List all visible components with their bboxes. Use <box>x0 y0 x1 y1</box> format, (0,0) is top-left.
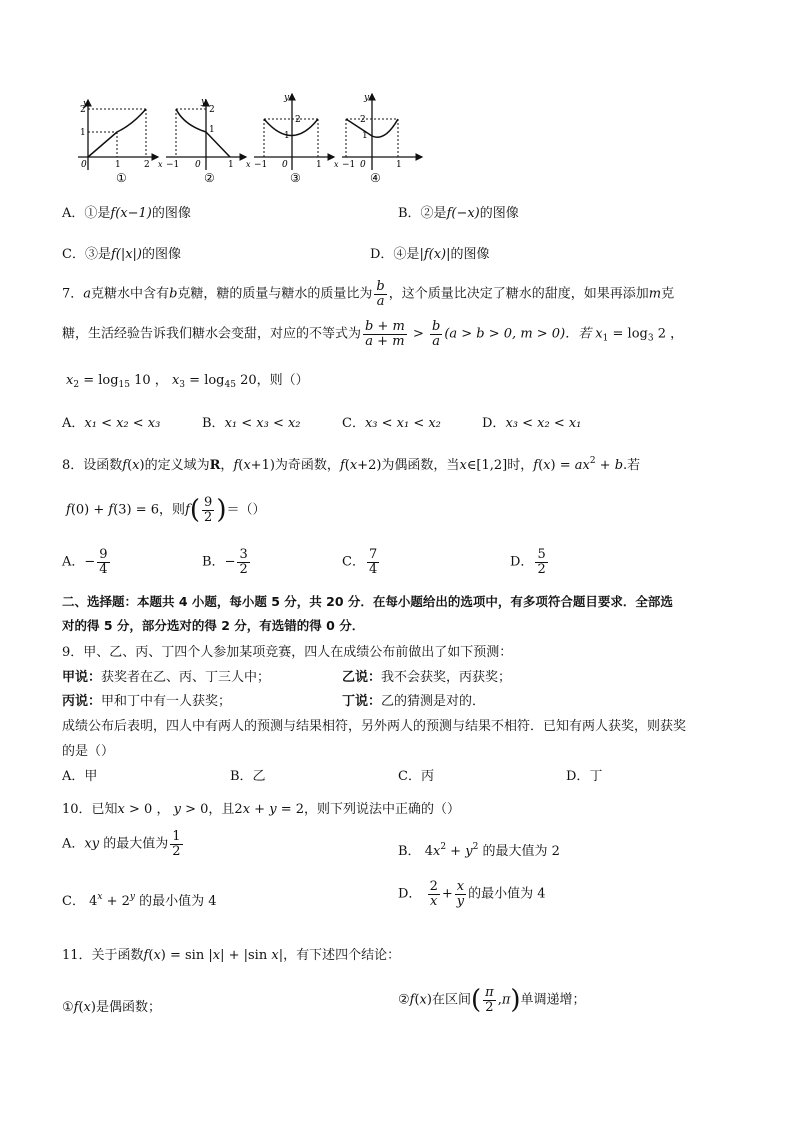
q10-option-d[interactable]: D． $\frac{2}{x}$ + $\frac{x}{y}$ 的最小值为 4 <box>398 879 546 909</box>
q9-yi: 乙说：我不会获奖，丙获奖； <box>342 670 512 685</box>
q6-option-d[interactable]: D．④是|f(x)|的图像 <box>370 247 490 262</box>
graph2-tick-2y: 2 <box>209 105 215 115</box>
graph2-tick-1: 1 <box>228 160 234 170</box>
q8-line2: f(0) + f(3) = 6，则f( $\frac{9}{2}$ )＝（） <box>66 495 266 526</box>
graph3-tick-2y: 2 <box>295 115 301 125</box>
graph3-tick-0: 0 <box>282 160 288 170</box>
function-graphs <box>70 92 440 187</box>
q8-option-c[interactable]: C． $\frac{7}{4}$ <box>342 547 378 577</box>
q7-option-a[interactable]: A．x₁ < x₂ < x₃ <box>62 416 161 431</box>
section2-heading-line1: 二、选择题：本题共 4 小题，每小题 5 分，共 20 分．在每小题给出的选项中，有多项符合题目要求．全部选 <box>62 594 673 609</box>
section2-heading-line2: 对的得 5 分，部分选对的得 2 分，有选错的得 0 分． <box>62 618 365 633</box>
graph1-tick-0: 0 <box>81 160 87 170</box>
graph-3 <box>246 93 334 185</box>
graph1-tick-2y: 2 <box>80 105 86 115</box>
graph3-tick-1y: 1 <box>284 131 290 141</box>
graph2-x-label: x <box>158 160 163 169</box>
graph2-tick-1y: 1 <box>209 125 215 135</box>
q10-option-c[interactable]: C． $4^x + 2^y$ 的最小值为 4 <box>62 892 217 909</box>
graph3-x-label: x <box>246 160 251 169</box>
graph4-tick-1y: 1 <box>362 131 368 141</box>
graph-1 <box>78 99 158 185</box>
q10-option-b[interactable]: B． $4x^2 + y^2$ 的最大值为 2 <box>398 842 560 859</box>
q7-line1: 7．a克糖水中含有b克糖，糖的质量与糖水的质量比为 $\frac{b}{a}$ ，这个质量比决定了糖水的甜度，如果再添加m克 <box>62 279 675 309</box>
graph1-tick-1y: 1 <box>80 128 86 138</box>
graph3-caption: ③ <box>290 171 301 185</box>
q9-option-a[interactable]: A．甲 <box>62 769 98 784</box>
q9-result-line2: 的是（） <box>62 744 115 759</box>
graph3-tick-1: 1 <box>316 160 322 170</box>
graph1-caption: ① <box>116 171 127 185</box>
q11-conclusion-1: ①f(x)是偶函数； <box>62 1000 161 1015</box>
q8-option-d[interactable]: D． $\frac{5}{2}$ <box>510 547 546 577</box>
graph4-x-label: x <box>334 160 339 169</box>
q8-option-b[interactable]: B．− $\frac{3}{2}$ <box>202 547 248 577</box>
graph4-tick-0: 0 <box>360 160 366 170</box>
q9-bing: 丙说：甲和丁中有一人获奖； <box>62 694 232 709</box>
graph1-y-label: y <box>83 99 89 109</box>
q8-option-a[interactable]: A．− $\frac{9}{4}$ <box>62 547 108 577</box>
graph1-tick-1x: 1 <box>115 160 121 170</box>
q7-line3: $x_2 = \log_{15} 10$ ， $x_3 = \log_{45} 20$，则（） <box>66 373 309 390</box>
q9-jia: 甲说：获奖者在乙、丙、丁三人中； <box>62 670 271 685</box>
q7-option-d[interactable]: D．x₃ < x₂ < x₁ <box>482 416 582 431</box>
q9-ding: 丁说：乙的猜测是对的． <box>342 694 486 709</box>
q7-line2: 糖，生活经验告诉我们糖水会变甜，对应的不等式为 $\frac{b + m}{a + m}$ > $\frac{b}{a}$ (a > b > 0, m > 0)．若 $x_1 = \log_3 2$ ， <box>62 319 684 349</box>
graph4-tick-2y: 2 <box>360 115 366 125</box>
graph2-caption: ② <box>204 171 215 185</box>
q9-result-line1: 成绩公布后表明，四人中有两人的预测与结果相符，另外两人的预测与结果不相符．已知有两人获奖，则获奖 <box>62 719 687 734</box>
q7-option-b[interactable]: B．x₁ < x₃ < x₂ <box>202 416 301 431</box>
q9-option-b[interactable]: B．乙 <box>230 769 266 784</box>
q7-option-c[interactable]: C．x₃ < x₁ < x₂ <box>342 416 441 431</box>
graph2-y-label: y <box>201 97 207 107</box>
graph4-y-label: y <box>364 93 370 103</box>
q6-option-b[interactable]: B．②是f(−x)的图像 <box>398 206 519 221</box>
q10-stem: 10．已知x > 0 ， y > 0，且2x + y = 2，则下列说法中正确的（） <box>62 802 461 817</box>
q9-stem: 9．甲、乙、丙、丁四个人参加某项竞赛，四人在成绩公布前做出了如下预测： <box>62 645 513 660</box>
q6-option-a[interactable]: A．①是f(x−1)的图像 <box>62 206 191 221</box>
graph-2 <box>158 97 246 185</box>
graph3-y-label: y <box>284 93 290 103</box>
graph1-tick-2x: 2 <box>144 160 150 170</box>
q6-option-c[interactable]: C．③是f(|x|)的图像 <box>62 247 182 262</box>
graph3-tick-m1: −1 <box>254 160 268 170</box>
graph2-tick-0: 0 <box>195 160 201 170</box>
q9-option-c[interactable]: C．丙 <box>398 769 434 784</box>
graph4-tick-m1: −1 <box>342 160 356 170</box>
q8-line1: 8．设函数f(x)的定义域为R，f(x+1)为奇函数，f(x+2)为偶函数，当x∈[1,2]时，$f(x) = ax^2 + b$.若 <box>62 456 641 473</box>
graph-4 <box>334 93 422 185</box>
graph2-tick-m1: −1 <box>166 160 180 170</box>
graph4-caption: ④ <box>370 171 381 185</box>
q11-conclusion-2: ②f(x)在区间( $\frac{\pi}{2}$ ,π)单调递增； <box>398 985 586 1016</box>
q10-option-a[interactable]: A．xy 的最大值为 $\frac{1}{2}$ <box>62 829 181 859</box>
q11-stem: 11．关于函数f(x) = sin |x| + |sin x|，有下述四个结论： <box>62 948 401 963</box>
graph4-tick-1: 1 <box>396 160 402 170</box>
q9-option-d[interactable]: D．丁 <box>566 769 603 784</box>
